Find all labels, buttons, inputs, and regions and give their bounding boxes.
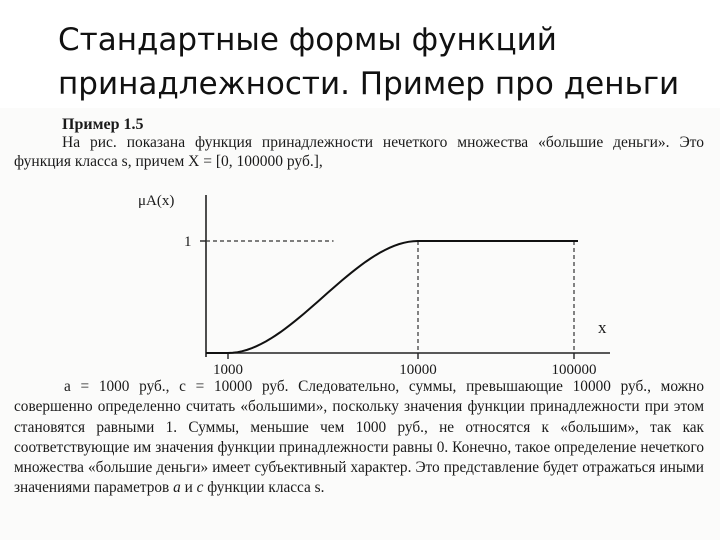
body-text-part1: a = 1000 руб., c = 10000 руб. Следовательно, суммы, превышающие 10000 руб., можно совершенно определенно считать «большими», поскольку значения функции принадлежности при этом становятся равными 1. Суммы, меньшие чем 1000 руб., не относятся к «большим», так как соответствующие им значения функции принадлежности равны 0. Конечно, такое определение нечеткого множества «большие деньги» имеет субъективный характер. Это представление будет отражаться иными значениями параметров <box>14 378 704 497</box>
example-heading: Пример 1.5 <box>62 116 144 133</box>
param-c: c <box>196 479 204 497</box>
slide-title: Стандартные формы функций принадлежности. Пример про деньги <box>58 22 680 102</box>
body-text-part2: функции класса s. <box>203 479 325 497</box>
param-a: a <box>173 479 181 497</box>
x-axis-label: x <box>598 318 607 337</box>
x-tick-label: 10000 <box>399 362 437 377</box>
example-intro-paragraph <box>14 133 704 171</box>
x-tick-label: 1000 <box>213 362 243 377</box>
plot-root <box>138 193 610 377</box>
x-tick-label: 100000 <box>551 362 597 377</box>
membership-function-chart <box>120 185 620 377</box>
body-text-and: и <box>180 479 197 497</box>
example-body-paragraph <box>14 377 704 499</box>
example-intro-text: На рис. показана функция принадлежности нечеткого множества «большие деньги». Это функция класса s, причем X = [0, 100000 руб.], <box>14 134 704 170</box>
membership-curve <box>206 241 578 353</box>
y-tick-label: 1 <box>184 234 192 250</box>
y-axis-label: μA(x) <box>138 193 175 209</box>
